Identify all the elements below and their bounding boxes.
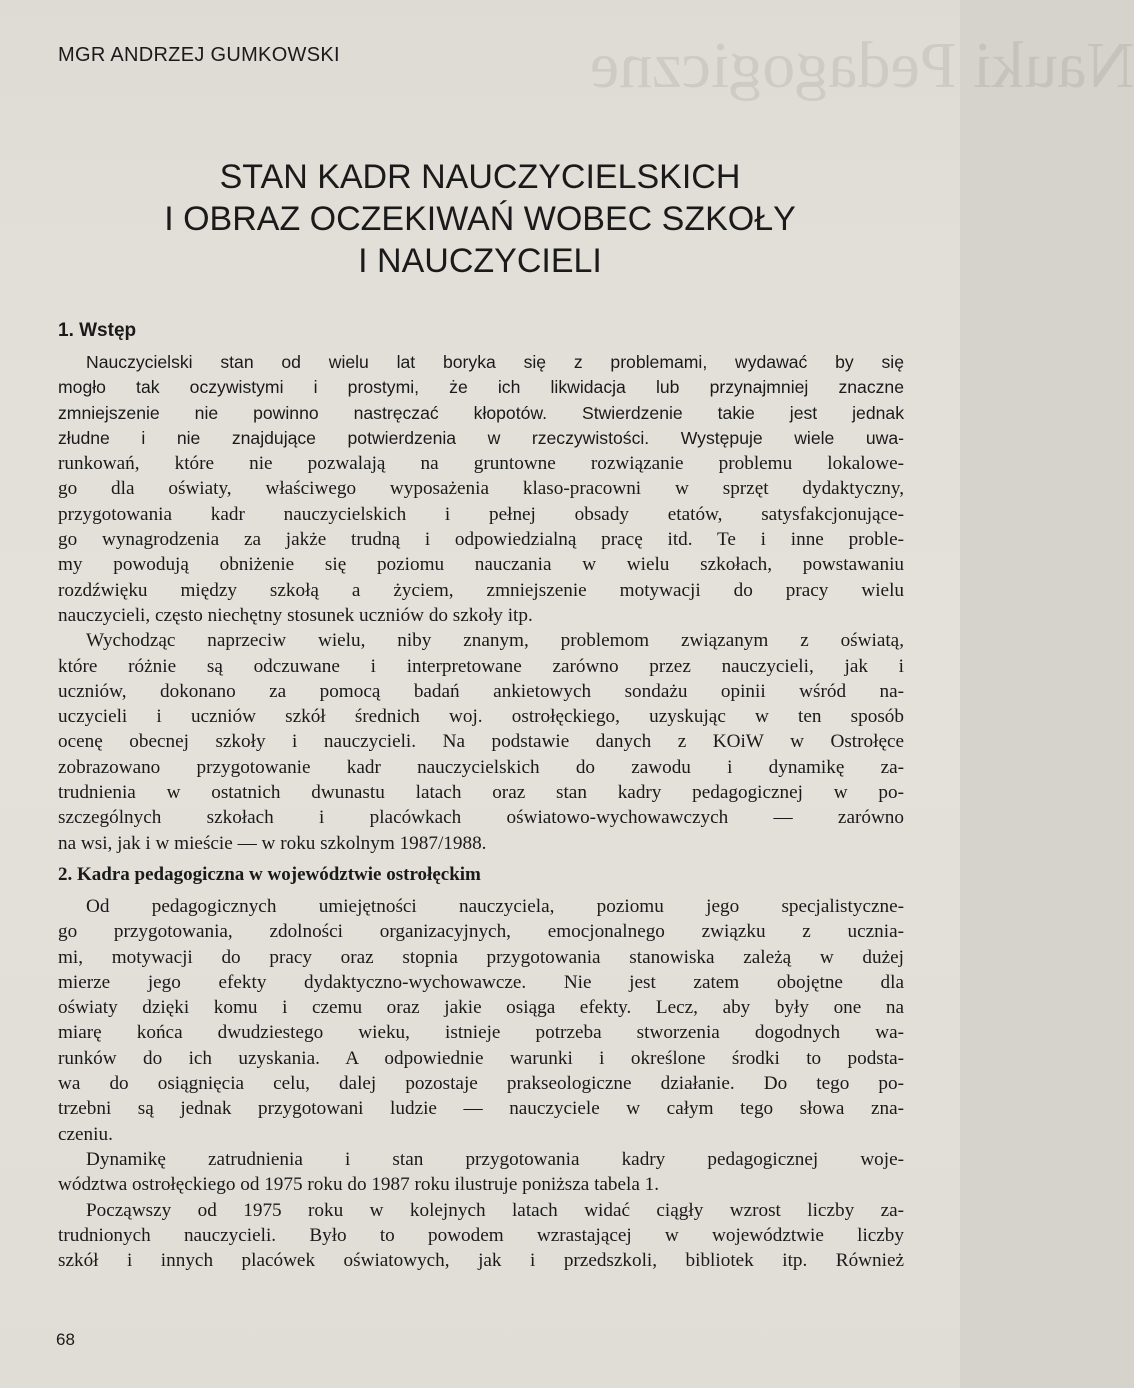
text-line: trudnienia w ostatnich dwunastu latach oraz stan kadry pedagogicznej w po- xyxy=(58,782,904,804)
author: MGR ANDRZEJ GUMKOWSKI xyxy=(58,44,340,66)
text-line: Dynamikę zatrudnienia i stan przygotowania kadry pedagogicznej woje- xyxy=(86,1148,904,1170)
text-line: ocenę obecnej szkoły i nauczycieli. Na podstawie danych z KOiW w Ostrołęce xyxy=(58,731,904,753)
text-line: które różnie są odczuwane i interpretowane zarówno przez nauczycieli, jak i xyxy=(58,655,904,677)
text-line: Nauczycielski stan od wielu lat boryka się z problemami, wydawać by się xyxy=(86,352,904,372)
text-line: runkowań, które nie pozwalają na gruntowne rozwiązanie problemu lokalowe- xyxy=(58,453,904,475)
text-line: miarę końca dwudziestego wieku, istnieje potrzeba stworzenia dogodnych wa- xyxy=(58,1022,904,1044)
text-line: wództwa ostrołęckiego od 1975 roku do 1987 roku ilustruje poniższa tabela 1. xyxy=(58,1174,660,1196)
text-line: Wychodząc naprzeciw wielu, niby znanym, problemom związanym z oświatą, xyxy=(86,630,904,652)
text-line: uczycieli i uczniów szkół średnich woj. ostrołęckiego, uzyskując w ten sposób xyxy=(58,706,904,728)
section-1-body xyxy=(58,350,904,856)
bleed-through-text: Nauki Pedagogiczne xyxy=(590,29,1134,102)
text-line: go wynagrodzenia za jakże trudną i odpowiedzialną pracę itd. Te i inne proble- xyxy=(58,529,904,551)
title-line-1: STAN KADR NAUCZYCIELSKICH xyxy=(219,158,741,196)
text-line: na wsi, jak i w mieście — w roku szkolnym 1987/1988. xyxy=(58,832,487,854)
text-line: mogło tak oczywistymi i prostymi, że ich likwidacja lub przynajmniej znaczne xyxy=(58,377,904,398)
text-line: Począwszy od 1975 roku w kolejnych latach widać ciągły wzrost liczby za- xyxy=(86,1199,904,1221)
text-line: go dla oświaty, właściwego wyposażenia klaso-pracowni w sprzęt dydaktyczny, xyxy=(58,478,904,500)
text-line: złudne i nie znajdujące potwierdzenia w rzeczywistości. Występuje wiele uwa- xyxy=(58,427,904,448)
text-line: oświaty dzięki komu i czemu oraz jakie osiąga efekty. Lecz, aby były one na xyxy=(58,997,904,1019)
text-line: Od pedagogicznych umiejętności nauczyciela, poziomu jego specjalistyczne- xyxy=(86,896,904,917)
text-line: mierze jego efekty dydaktyczno-wychowawcze. Nie jest zatem obojętne dla xyxy=(58,971,904,993)
text-line: rozdźwięku między szkołą a życiem, zmniejszenie motywacji do pracy wielu xyxy=(58,579,904,601)
text-line: szkół i innych placówek oświatowych, jak i przedszkoli, bibliotek itp. Również xyxy=(58,1250,904,1272)
section-2-body xyxy=(58,894,904,1273)
title-line-2: I OBRAZ OCZEKIWAŃ WOBEC SZKOŁY xyxy=(164,200,796,238)
text-line: nauczycieli, często niechętny stosunek uczniów do szkoły itp. xyxy=(58,604,533,626)
text-line: zobrazowano przygotowanie kadr nauczycielskich do zawodu i dynamikę za- xyxy=(58,756,904,778)
text-line: runków do ich uzyskania. A odpowiednie warunki i określone środki to podsta- xyxy=(58,1047,904,1069)
section-heading-1: 1. Wstęp xyxy=(58,320,137,341)
text-line: czeniu. xyxy=(58,1123,113,1145)
text-line: wa do osiągnięcia celu, dalej pozostaje prakseologiczne działanie. Do tego po- xyxy=(58,1073,904,1095)
text-line: trzebni są jednak przygotowani ludzie — nauczyciele w całym tego słowa zna- xyxy=(58,1098,904,1120)
text-line: szczególnych szkołach i placówkach oświatowo-wychowawczych — zarówno xyxy=(58,807,904,829)
section-heading-2: 2. Kadra pedagogiczna w województwie ostrołęckim xyxy=(58,864,481,885)
text-line: trudnionych nauczycieli. Było to powodem wzrastającej w województwie liczby xyxy=(58,1224,904,1246)
text-line: uczniów, dokonano za pomocą badań ankietowych sondażu opinii wśród na- xyxy=(58,680,904,702)
text-line: zmniejszenie nie powinno nastręczać kłopotów. Stwierdzenie takie jest jednak xyxy=(58,402,904,423)
page-number: 68 xyxy=(56,1330,75,1349)
text-line: go przygotowania, zdolności organizacyjnych, emocjonalnego związku z ucznia- xyxy=(58,921,904,943)
text-line: mi, motywacji do pracy oraz stopnia przygotowania stanowiska zależą w dużej xyxy=(58,946,904,968)
text-line: my powodują obniżenie się poziomu nauczania w wielu szkołach, powstawaniu xyxy=(58,554,904,576)
title-line-3: I NAUCZYCIELI xyxy=(358,242,602,280)
text-line: przygotowania kadr nauczycielskich i pełnej obsady etatów, satysfakcjonujące- xyxy=(58,503,904,525)
